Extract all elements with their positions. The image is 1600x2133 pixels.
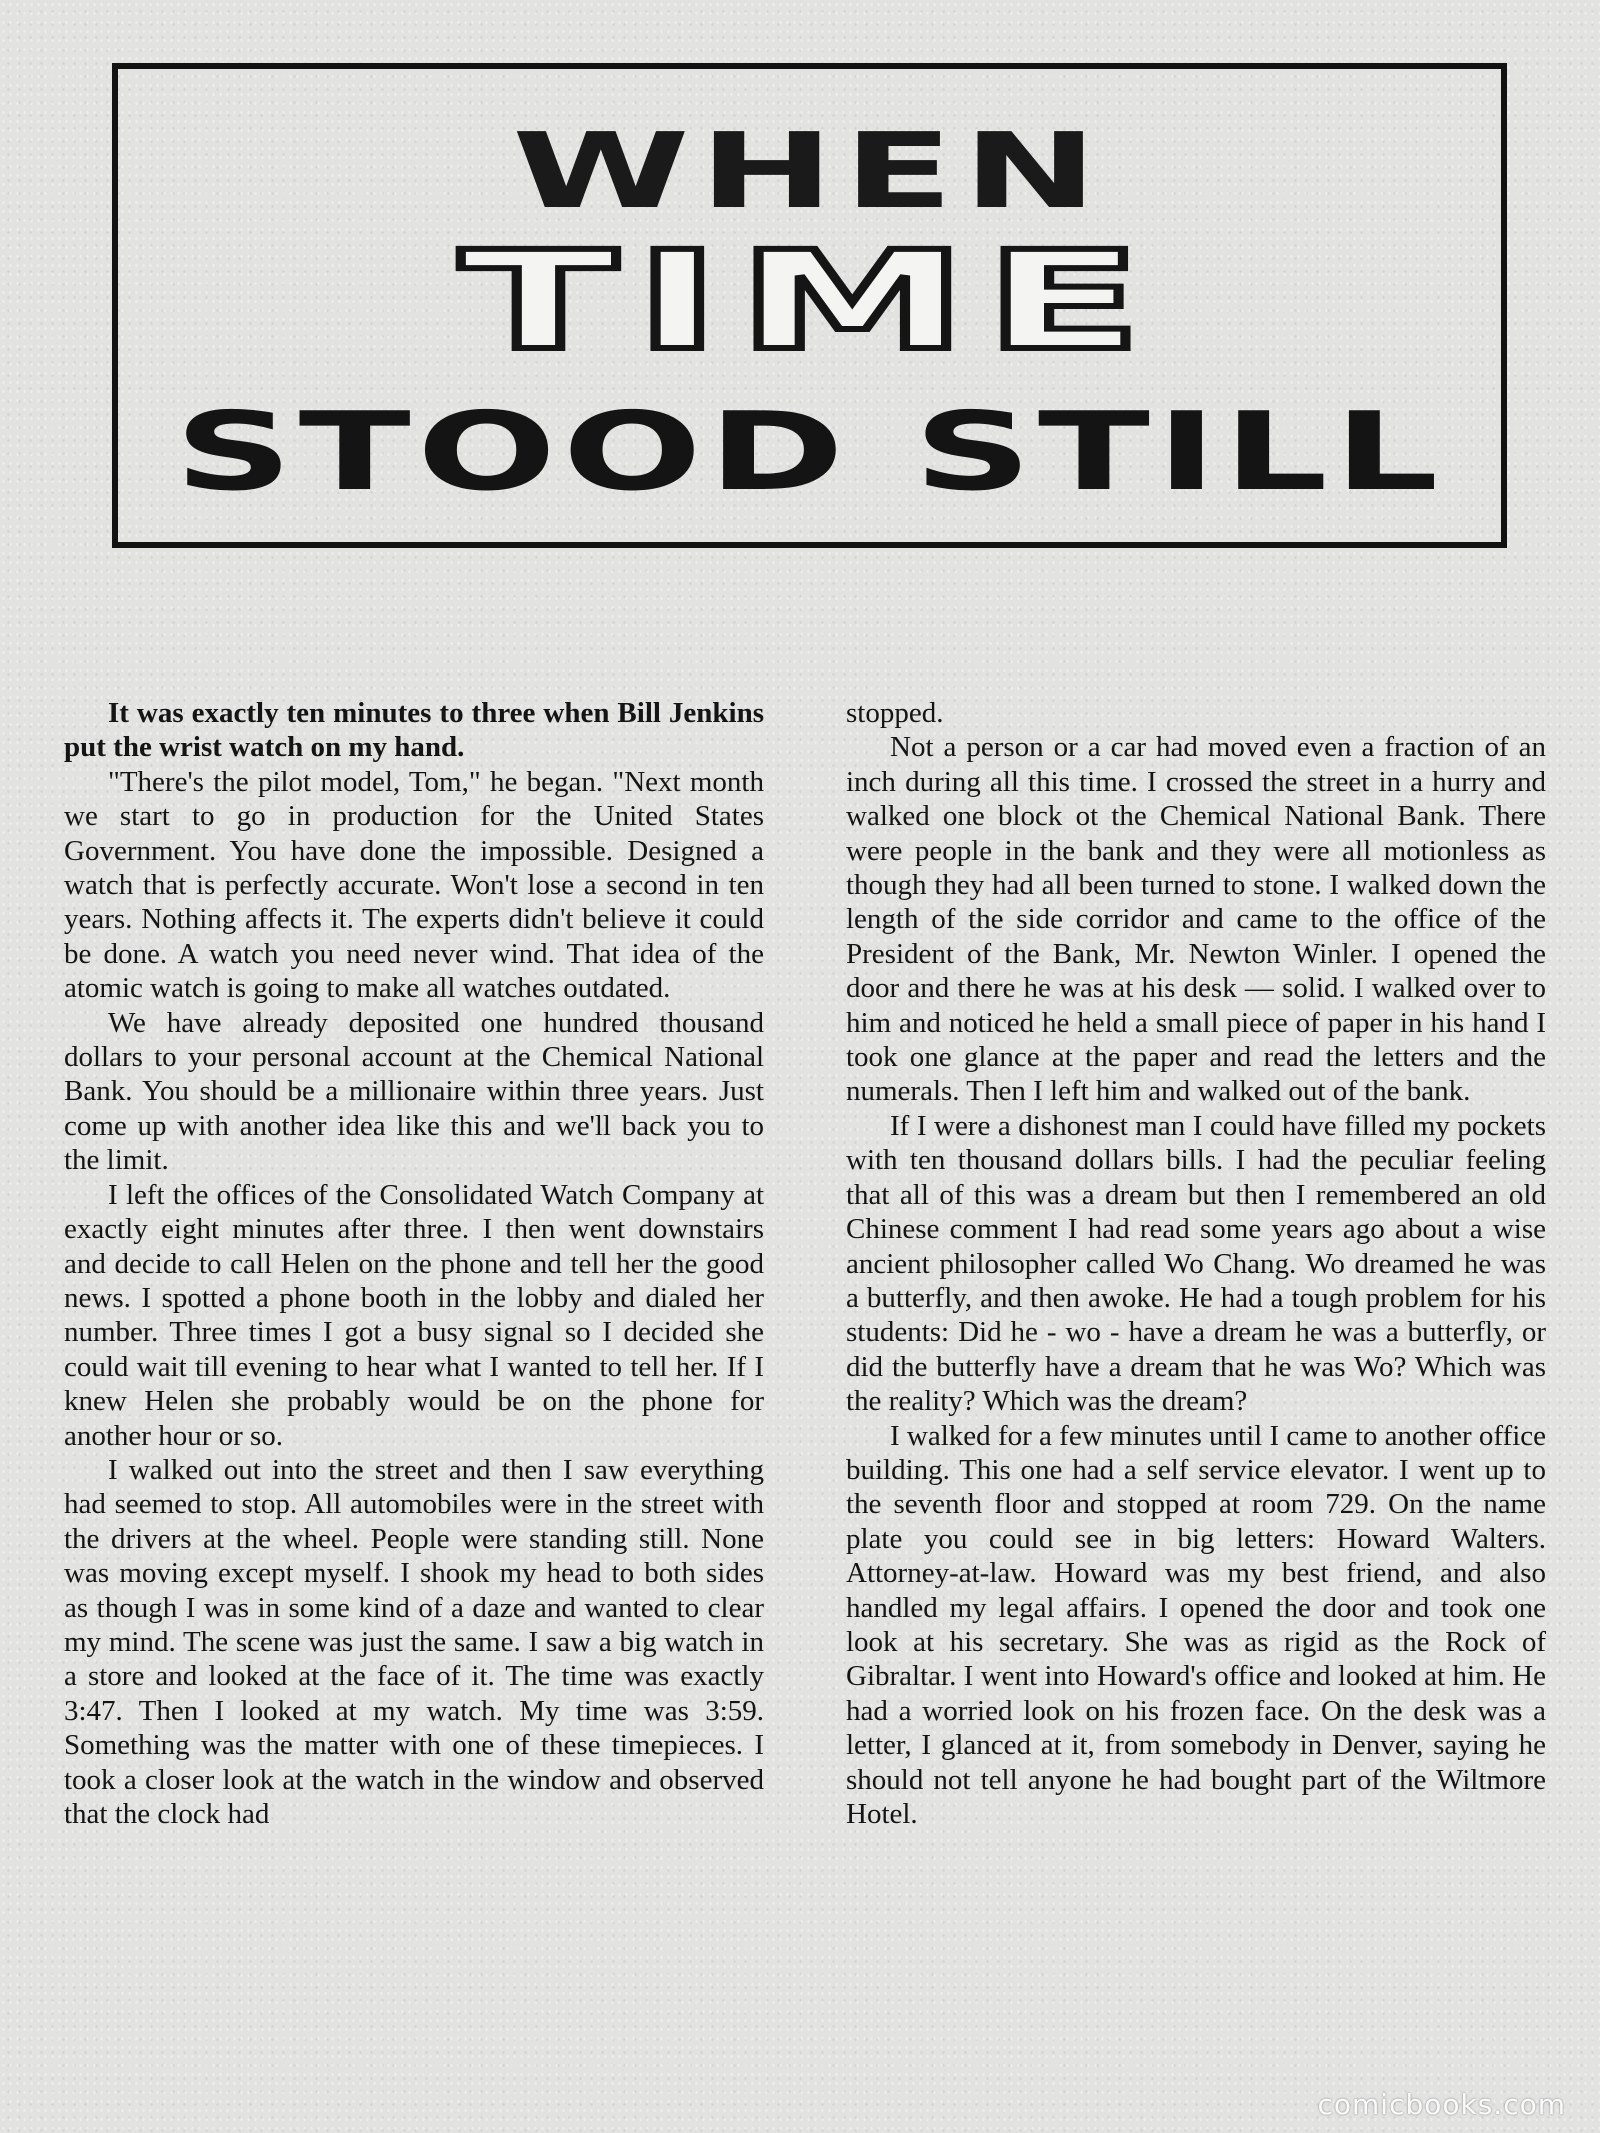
story-paragraph: I walked out into the street and then I saw everything had seemed to stop. All automobiles were in the street with the drivers at the wheel. People were standing still. None was moving except myself. I shook my head to both sides as though I was in some kind of a daze and wanted to clear my mind. The scene was just the same. I saw a big watch in a store and looked at the face of it. The time was exactly 3:47. Then I looked at my watch. My time was 3:59. Something was the matter with one of these timepieces. I took a closer look at the watch in the window and observed that the clock had — [64, 1453, 764, 1830]
title-time: TIME — [459, 223, 1160, 381]
watermark: comicbooks.com — [1317, 2088, 1566, 2121]
story-paragraph: I left the offices of the Consolidated Watch Company at exactly eight minutes after three. I then went downstairs and decide to call Helen on the phone and tell her the good news. I spotted a phone booth in the lobby and dialed her number. Three times I got a busy signal so I decided she could wait till evening to hear what I wanted to tell her. If I knew Helen she probably would be on the phone for another hour or so. — [64, 1178, 764, 1452]
story-paragraph: It was exactly ten minutes to three when Bill Jenkins put the wrist watch on my hand. — [64, 697, 764, 764]
title-box — [112, 63, 1507, 548]
story-paragraph: I walked for a few minutes until I came to another office building. This one had a self service elevator. I went up to the seventh floor and stopped at room 729. On the name plate you could see in big letters: Howard Walters. Attorney-at-law. Howard was my best friend, and also handled my legal affairs. I opened the door and took one look at his secretary. She was as rigid as the Rock of Gibraltar. I went into Howard's office and looked at him. He had a worried look on his frozen face. On the desk was a letter, I glanced at it, from somebody in Denver, saying he should not tell anyone he had bought part of the Wiltmore Hotel. — [846, 1419, 1546, 1830]
story-paragraph: stopped. — [846, 697, 944, 729]
story-paragraph: "There's the pilot model, Tom," he began. "Next month we start to go in production for the United States Government. You have done the impossible. Designed a watch that is perfectly accurate. Won't lose a second in ten years. Nothing affects it. The experts didn't believe it could be done. A watch you need never wind. That idea of the atomic watch is going to make all watches outdated. — [64, 765, 764, 1005]
story-paragraph: Not a person or a car had moved even a fraction of an inch during all this time. I crossed the street in a hurry and walked one block ot the Chemical National Bank. There were people in the bank and they were all motionless as though they had all been turned to stone. I walked down the length of the side corridor and came to the office of the President of the Bank, Mr. Newton Winler. I opened the door and there he was at his desk — solid. I walked over to him and noticed he held a small piece of paper in his hand I took one glance at the paper and read the letters and the numerals. Then I left him and walked out of the bank. — [846, 731, 1546, 1108]
story-paragraph: We have already deposited one hundred thousand dollars to your personal account at the Chemical National Bank. You should be a millionaire within three years. Just come up with another idea like this and we'll back you to the limit. — [64, 1006, 764, 1177]
title-stood-still: STOOD STILL — [174, 390, 1445, 515]
story-column-left — [64, 696, 764, 1831]
story-column-right — [846, 696, 1546, 1831]
title-when: WHEN — [512, 110, 1107, 232]
story-paragraph: If I were a dishonest man I could have filled my pockets with ten thousand dollars bills. I had the peculiar feeling that all of this was a dream but then I remembered an old Chinese comment I had read some years ago about a wise ancient philosopher called Wo Chang. Wo dreamed he was a butterfly, and then awoke. He had a tough problem for his students: Did he - wo - have a dream he was a butterfly, or did the butterfly have a dream that he was Wo? Which was the reality? Which was the dream? — [846, 1109, 1546, 1418]
